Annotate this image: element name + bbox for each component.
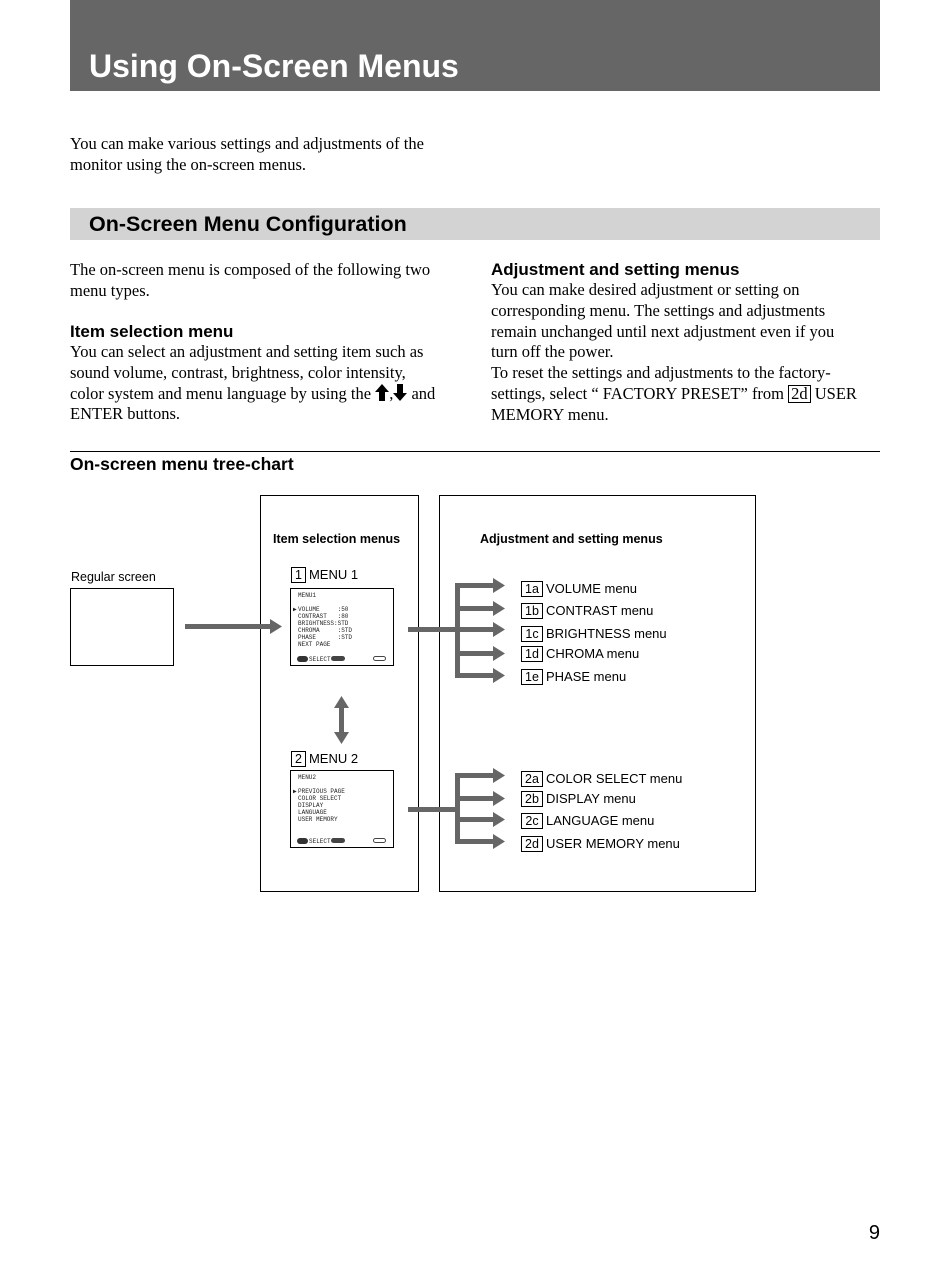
section-title: On-Screen Menu Configuration: [89, 212, 407, 236]
item-code-box: 2a: [521, 771, 543, 787]
adjustment-item-phase: [521, 669, 626, 685]
menu2-select-text: SELECT: [309, 838, 331, 845]
connector-arrow: [455, 651, 495, 656]
item-label: LANGUAGE menu: [546, 813, 655, 828]
adjustment-line: You can make desired adjustment or setting on: [491, 280, 800, 299]
item-code-box: 2c: [521, 813, 543, 829]
item-selection-line: ENTER buttons.: [70, 404, 180, 424]
item-label: COLOR SELECT menu: [546, 771, 683, 786]
adjustment-item-chroma: [521, 646, 639, 662]
connector-arrow: [185, 624, 273, 629]
connector-arrow: [455, 673, 495, 678]
adjustment-item-color-select: [521, 771, 682, 787]
arrowhead: [493, 812, 505, 827]
menu1-screen-item: NEXT PAGE: [298, 641, 331, 648]
cursor-icon: ▶: [293, 606, 297, 613]
adjustment-line: MEMORY menu.: [491, 404, 609, 424]
item-code-box: 1c: [521, 626, 543, 642]
item-selection-line: sound volume, contrast, brightness, color intensity,: [70, 362, 406, 382]
menu1-screen-item: PHASE :STD: [298, 634, 353, 641]
arrowhead: [334, 696, 349, 708]
arrowhead: [493, 834, 505, 849]
arrowhead: [493, 668, 505, 683]
connector-arrow: [455, 817, 495, 822]
item-label: CONTRAST menu: [546, 603, 654, 618]
item-selection-heading: Item selection menu: [70, 322, 234, 341]
menu2-screen-item: USER MEMORY: [298, 816, 338, 823]
item-selection-line: You can select an adjustment and setting item such as: [70, 342, 424, 361]
arrowhead: [270, 619, 282, 634]
adjustment-line: corresponding menu. The settings and adjustments: [491, 300, 826, 320]
regular-screen-label: Regular screen: [71, 570, 156, 584]
adjustment-item-language: [521, 813, 654, 829]
page-number: 9: [868, 1222, 880, 1244]
menu1-screen-title: MENU1: [298, 592, 317, 599]
connector-arrow: [455, 839, 495, 844]
item-code-box: 1b: [521, 603, 543, 619]
reset-line-text-end: USER: [814, 383, 857, 403]
menu2-screen-item: LANGUAGE: [298, 809, 327, 816]
menu1-screen-item: BRIGHTNESS:STD: [298, 620, 349, 627]
tree-chart-heading: On-screen menu tree-chart: [70, 454, 294, 474]
menu1-select-text: SELECT: [309, 656, 331, 663]
arrowhead: [493, 622, 505, 637]
connector-stem: [408, 807, 459, 812]
item-code-box: 1a: [521, 581, 543, 597]
menu2-screen-item: COLOR SELECT: [298, 795, 342, 802]
connector-arrow: [455, 606, 495, 611]
item-label: CHROMA menu: [546, 646, 640, 661]
arrow-separator: ,: [389, 383, 394, 403]
intro-line: You can make various settings and adjustments of the: [70, 134, 424, 153]
lead-line: The on-screen menu is composed of the following two: [70, 260, 431, 279]
cursor-icon: ▶: [293, 788, 297, 795]
connector-arrow: [455, 583, 495, 588]
connector-arrow: [455, 773, 495, 778]
adjustment-line: turn off the power.: [491, 342, 614, 362]
menu1-label-text: MENU 1: [308, 567, 359, 582]
adjustment-item-contrast: [521, 603, 653, 619]
item-label: DISPLAY menu: [546, 791, 636, 806]
connector-arrow: [339, 705, 344, 735]
adjustment-item-display: [521, 791, 636, 807]
adjustment-line: remain unchanged until next adjustment even if you: [491, 321, 835, 341]
arrowhead: [493, 601, 505, 616]
arrowhead: [493, 646, 505, 661]
adjustment-column-header: Adjustment and setting menus: [480, 532, 663, 546]
arrowhead: [493, 768, 505, 783]
item-code-box: 1e: [521, 669, 543, 685]
item-selection-column-header: Item selection menus: [273, 532, 401, 546]
intro-line: monitor using the on-screen menus.: [70, 154, 306, 174]
menu2-screen-title: MENU2: [298, 774, 317, 781]
arrowhead: [493, 791, 505, 806]
item-label: VOLUME menu: [546, 581, 638, 596]
adjustment-item-brightness: [521, 626, 667, 642]
item-selection-line: color system and menu language by using the: [70, 383, 372, 403]
arrowhead: [493, 578, 505, 593]
lead-line: menu types.: [70, 280, 150, 300]
connector-arrow: [455, 627, 495, 632]
item-label: PHASE menu: [546, 669, 627, 684]
menu1-screen-item: VOLUME :50: [298, 606, 349, 613]
adjustment-item-user-memory: [521, 836, 680, 852]
item-label: USER MEMORY menu: [546, 836, 680, 851]
connector-arrow: [455, 796, 495, 801]
menu2-number-box: 2: [291, 751, 306, 767]
reset-line-text: settings, select “ FACTORY PRESET” from: [491, 383, 785, 403]
adjustment-item-volume: [521, 581, 637, 597]
menu2-screen-item: DISPLAY: [298, 802, 324, 809]
item-code-box: 2b: [521, 791, 543, 807]
and-word: and: [411, 383, 436, 403]
menu2-screen-item: PREVIOUS PAGE: [298, 788, 345, 795]
adjustment-heading: Adjustment and setting menus: [491, 260, 740, 279]
connector-bus: [455, 773, 460, 844]
reset-ref-box: 2d: [788, 385, 811, 403]
arrowhead: [334, 732, 349, 744]
connector-stem: [408, 627, 459, 632]
item-label: BRIGHTNESS menu: [546, 626, 667, 641]
adjustment-line: To reset the settings and adjustments to the factory-: [491, 363, 831, 383]
item-code-box: 1d: [521, 646, 543, 662]
item-code-box: 2d: [521, 836, 543, 852]
menu1-number-box: 1: [291, 567, 306, 583]
menu1-screen-item: CONTRAST :80: [298, 613, 349, 620]
menu2-label-text: MENU 2: [308, 751, 359, 766]
page-title: Using On-Screen Menus: [89, 48, 459, 84]
menu1-screen-item: CHROMA :STD: [298, 627, 353, 634]
